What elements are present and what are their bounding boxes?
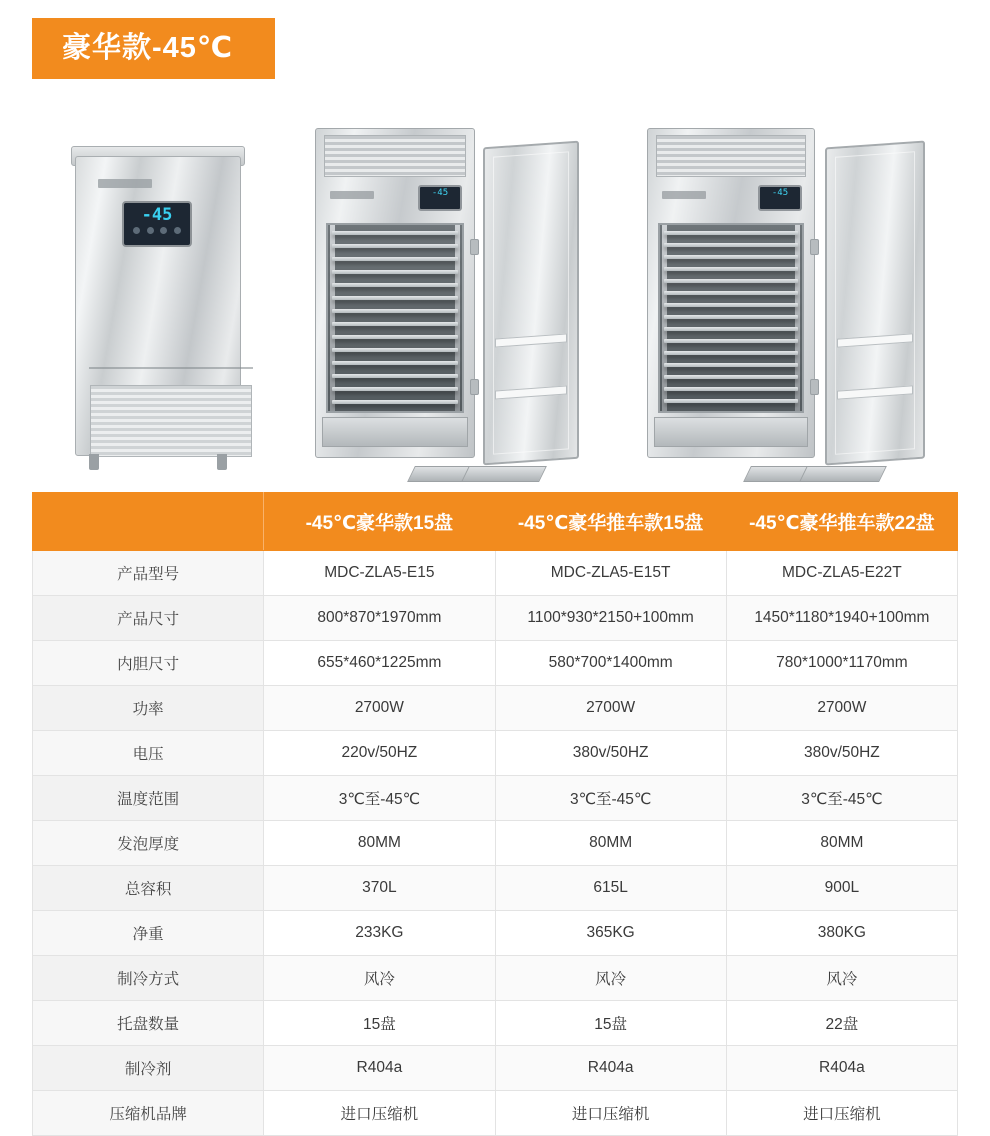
row-label: 制冷剂 — [33, 1046, 264, 1091]
unit3-interior-cavity — [658, 223, 804, 413]
row-value: 15盘 — [495, 1001, 726, 1046]
table-row — [33, 866, 958, 911]
tray-shelf — [332, 257, 458, 261]
tray-shelf — [664, 291, 798, 295]
tray-shelf — [332, 361, 458, 365]
row-value: R404a — [264, 1046, 495, 1091]
door-hinge-icon — [810, 239, 819, 255]
row-value: 3℃至-45℃ — [264, 776, 495, 821]
panel-dot-icon — [160, 227, 167, 234]
unit3-temp-display: -45 — [771, 188, 789, 198]
row-value: 80MM — [495, 821, 726, 866]
tray-shelf — [332, 400, 458, 404]
brand-logo-icon — [330, 191, 374, 199]
unit1-foot-left — [89, 454, 99, 470]
unit1-vent-grille — [90, 385, 252, 457]
panel-dot-icon — [174, 227, 181, 234]
unit1-button-dots — [124, 227, 190, 234]
table-row — [33, 956, 958, 1001]
row-value: 900L — [726, 866, 957, 911]
row-value: MDC-ZLA5-E22T — [726, 551, 957, 596]
table-row — [33, 641, 958, 686]
unit2-temp-display: -45 — [431, 188, 449, 198]
unit2-rail-right — [455, 225, 460, 411]
tray-shelf — [332, 296, 458, 300]
row-label: 产品尺寸 — [33, 596, 264, 641]
row-label: 净重 — [33, 911, 264, 956]
table-row — [33, 731, 958, 776]
row-label: 总容积 — [33, 866, 264, 911]
table-header-model-2: -45℃豪华推车款15盘 — [495, 493, 726, 551]
tray-shelf — [664, 375, 798, 379]
unit1-temp-display: -45 — [141, 205, 173, 225]
row-value: 380v/50HZ — [495, 731, 726, 776]
table-row — [33, 686, 958, 731]
row-value: MDC-ZLA5-E15 — [264, 551, 495, 596]
unit2-rail-left — [330, 225, 335, 411]
product-image-unit-2 — [315, 110, 585, 480]
unit2-control-panel — [418, 185, 462, 211]
specification-table — [32, 492, 958, 1136]
tray-shelf — [332, 244, 458, 248]
tray-shelf — [332, 374, 458, 378]
unit3-open-door — [825, 141, 925, 466]
tray-shelf — [332, 231, 458, 235]
door-hinge-icon — [810, 379, 819, 395]
table-header-blank — [33, 493, 264, 551]
table-body — [33, 551, 958, 1136]
row-value: 22盘 — [726, 1001, 957, 1046]
row-label: 电压 — [33, 731, 264, 776]
unit1-body — [75, 156, 241, 456]
unit2-open-door — [483, 141, 579, 466]
tray-shelf — [332, 270, 458, 274]
table-header-model-1: -45℃豪华款15盘 — [264, 493, 495, 551]
row-value: 风冷 — [264, 956, 495, 1001]
banner-row — [32, 18, 958, 80]
tray-shelf — [664, 351, 798, 355]
row-label: 托盘数量 — [33, 1001, 264, 1046]
row-value: 2700W — [264, 686, 495, 731]
row-value: 220v/50HZ — [264, 731, 495, 776]
row-label: 产品型号 — [33, 551, 264, 596]
unit3-control-panel — [758, 185, 802, 211]
row-value: 2700W — [726, 686, 957, 731]
tray-shelf — [664, 327, 798, 331]
unit2-interior-cavity — [326, 223, 464, 413]
brand-logo-icon — [662, 191, 706, 199]
panel-dot-icon — [133, 227, 140, 234]
tray-shelf — [664, 231, 798, 235]
row-value: 1100*930*2150+100mm — [495, 596, 726, 641]
unit3-door-inner-panel — [835, 151, 915, 455]
table-row — [33, 1001, 958, 1046]
row-value: 380KG — [726, 911, 957, 956]
product-image-unit-3 — [647, 110, 927, 480]
tray-shelf — [664, 399, 798, 403]
row-value: 615L — [495, 866, 726, 911]
row-value: 365KG — [495, 911, 726, 956]
row-label: 发泡厚度 — [33, 821, 264, 866]
product-image-unit-1 — [63, 140, 253, 470]
row-value: R404a — [495, 1046, 726, 1091]
unit2-trolley-ramp-right — [461, 466, 547, 482]
unit2-vent-grille — [324, 135, 466, 177]
unit2-base — [322, 417, 468, 447]
row-value: 2700W — [495, 686, 726, 731]
unit3-cabinet — [647, 128, 815, 458]
tray-shelf — [332, 283, 458, 287]
row-value: 3℃至-45℃ — [726, 776, 957, 821]
row-value: 15盘 — [264, 1001, 495, 1046]
row-value: 3℃至-45℃ — [495, 776, 726, 821]
tray-shelf — [664, 255, 798, 259]
unit2-cabinet — [315, 128, 475, 458]
row-label: 温度范围 — [33, 776, 264, 821]
table-row — [33, 776, 958, 821]
table-row — [33, 911, 958, 956]
row-label: 压缩机品牌 — [33, 1091, 264, 1136]
row-value: 80MM — [726, 821, 957, 866]
row-value: 进口压缩机 — [495, 1091, 726, 1136]
table-row — [33, 551, 958, 596]
unit1-door-seam — [89, 367, 253, 369]
row-value: 233KG — [264, 911, 495, 956]
unit3-base — [654, 417, 808, 447]
table-row — [33, 1046, 958, 1091]
tray-shelf — [664, 279, 798, 283]
row-value: 800*870*1970mm — [264, 596, 495, 641]
unit2-door-inner-panel — [493, 151, 569, 454]
table-header-model-3: -45℃豪华推车款22盘 — [726, 493, 957, 551]
table-row — [33, 596, 958, 641]
row-value: 655*460*1225mm — [264, 641, 495, 686]
row-value: 进口压缩机 — [726, 1091, 957, 1136]
unit3-vent-grille — [656, 135, 806, 177]
row-value: 1450*1180*1940+100mm — [726, 596, 957, 641]
door-hinge-icon — [470, 379, 479, 395]
panel-dot-icon — [147, 227, 154, 234]
unit3-trolley-ramp-right — [799, 466, 887, 482]
row-value: 进口压缩机 — [264, 1091, 495, 1136]
row-value: 380v/50HZ — [726, 731, 957, 776]
table-row — [33, 821, 958, 866]
brand-logo-icon — [98, 179, 152, 188]
row-value: MDC-ZLA5-E15T — [495, 551, 726, 596]
page-title: 豪华款-45℃ — [32, 18, 275, 79]
tray-shelf — [664, 243, 798, 247]
tray-shelf — [664, 363, 798, 367]
tray-shelf — [664, 303, 798, 307]
row-value: 780*1000*1170mm — [726, 641, 957, 686]
unit1-control-panel — [122, 201, 192, 247]
tray-shelf — [332, 387, 458, 391]
row-label: 内胆尺寸 — [33, 641, 264, 686]
tray-shelf — [664, 315, 798, 319]
row-value: 580*700*1400mm — [495, 641, 726, 686]
row-value: 风冷 — [726, 956, 957, 1001]
row-value: 风冷 — [495, 956, 726, 1001]
row-value: R404a — [726, 1046, 957, 1091]
tray-shelf — [332, 309, 458, 313]
unit1-foot-right — [217, 454, 227, 470]
tray-shelf — [664, 411, 798, 413]
row-value: 80MM — [264, 821, 495, 866]
tray-shelf — [664, 387, 798, 391]
tray-shelf — [332, 348, 458, 352]
table-row — [33, 1091, 958, 1136]
tray-shelf — [332, 335, 458, 339]
door-hinge-icon — [470, 239, 479, 255]
tray-shelf — [664, 267, 798, 271]
row-label: 制冷方式 — [33, 956, 264, 1001]
product-image-group — [32, 84, 958, 484]
table-header-row — [33, 493, 958, 551]
tray-shelf — [332, 322, 458, 326]
row-label: 功率 — [33, 686, 264, 731]
tray-shelf — [664, 339, 798, 343]
row-value: 370L — [264, 866, 495, 911]
